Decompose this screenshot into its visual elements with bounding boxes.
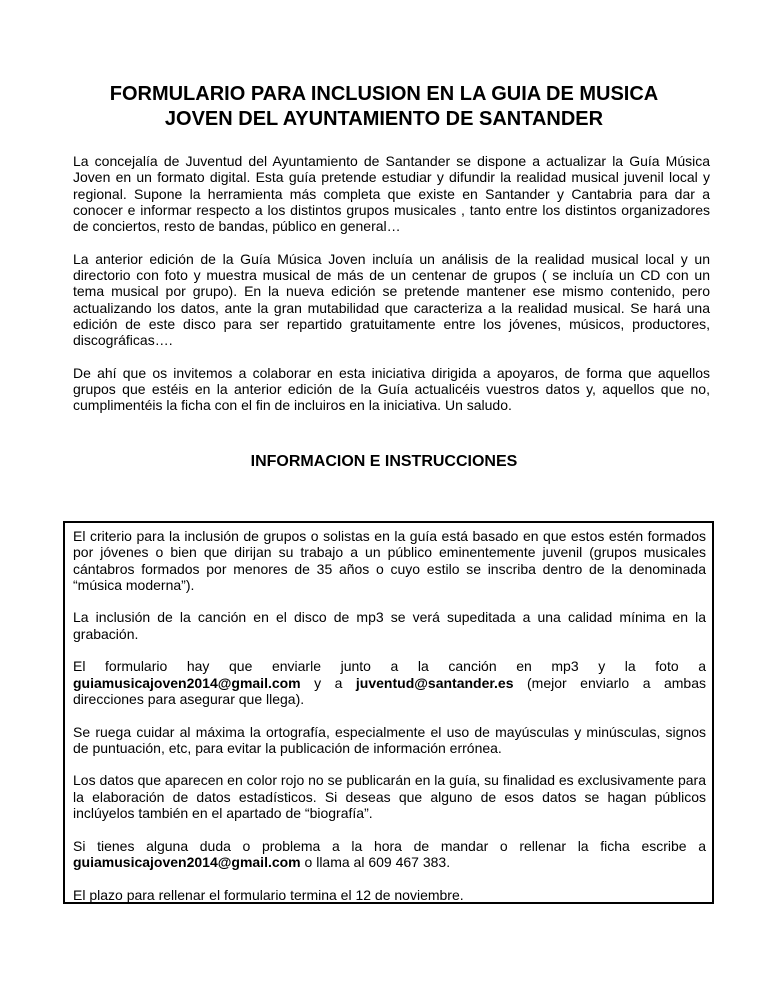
intro-paragraph-2: La anterior edición de la Guía Música Joven incluía un análisis de la realidad musical local y un directorio con foto y muestra musical de más de un centenar de grupos ( se incluía un CD con un tema musical por grupo). En la nueva edición se pretende mantener ese mismo contenido, pero actualizando los datos, ante la gran mutabilidad que caracteriza a la realidad musical. Se hará una edición de este disco para ser repartido gratuitamente entre los jóvenes, músicos, productores, discográficas….	[73, 250, 710, 349]
title-line-2: JOVEN DEL AYUNTAMIENTO DE SANTANDER	[164, 108, 604, 130]
text: (mejor enviarlo a ambas direcciones para asegurar que llega).	[73, 674, 706, 707]
intro-section	[73, 153, 710, 430]
instructions-box	[63, 521, 714, 904]
red-data-paragraph: Los datos que aparecen en color rojo no se publicarán en la guía, su finalidad es exclusivamente para la elaboración de datos estadísticos. Si deseas que alguno de esos datos se hagan públicos inclúyelos también en el apartado de “biografía”.	[73, 772, 706, 822]
document-title	[40, 82, 728, 132]
title-line-1: FORMULARIO PARA INCLUSION EN LA GUIA DE MUSICA	[109, 83, 659, 105]
quality-paragraph: La inclusión de la canción en el disco de mp3 se verá supeditada a una calidad mínima en la grabación.	[73, 609, 706, 642]
intro-paragraph-3: De ahí que os invitemos a colaborar en esta iniciativa dirigida a apoyaros, de forma que aquellos grupos que estéis en la anterior edición de la Guía actualicéis vuestros datos y, aquellos que no, cumplimentéis la ficha con el fin de incluiros en la iniciativa. Un saludo.	[73, 364, 710, 414]
text: y a	[300, 674, 356, 691]
email-link-juventud[interactable]: juventud@santander.es	[355, 674, 514, 691]
submission-paragraph	[73, 658, 706, 707]
contact-paragraph	[73, 838, 706, 871]
criteria-paragraph: El criterio para la inclusión de grupos o solistas en la guía está basado en que estos estén formados por jóvenes o bien que dirijan su trabajo a un público eminentemente juvenil (grupos musicales cántabros formados por menores de 35 años o cuyo estilo se inscriba dentro de la denominada “música moderna”).	[73, 528, 706, 593]
email-link-guia-contact[interactable]: guiamusicajoven2014@gmail.com	[73, 853, 301, 870]
intro-paragraph-1: La concejalía de Juventud del Ayuntamiento de Santander se dispone a actualizar la Guía Música Joven en un formato digital. Esta guía pretende estudiar y difundir la realidad musical juvenil local y regional. Supone la herramienta más completa que existe en Santander y Cantabria para dar a conocer e informar respecto a los distintos grupos musicales , tanto entre los distintos organizadores de conciertos, resto de bandas, público en general…	[73, 153, 710, 235]
text: El formulario hay que enviarle junto a la canción en mp3 y la foto a	[73, 658, 706, 675]
deadline-paragraph: El plazo para rellenar el formulario termina el 12 de noviembre.	[73, 886, 464, 903]
text: Si tienes alguna duda o problema a la hora de mandar o rellenar la ficha escribe a	[73, 837, 706, 854]
text: o llama al 609 467 383.	[300, 853, 451, 870]
spelling-paragraph: Se ruega cuidar al máxima la ortografía, especialmente el uso de mayúsculas y minúsculas, signos de puntuación, etc, para evitar la publicación de información errónea.	[73, 723, 706, 756]
email-link-guia[interactable]: guiamusicajoven2014@gmail.com	[73, 674, 301, 691]
instructions-heading: INFORMACION E INSTRUCCIONES	[250, 453, 518, 470]
